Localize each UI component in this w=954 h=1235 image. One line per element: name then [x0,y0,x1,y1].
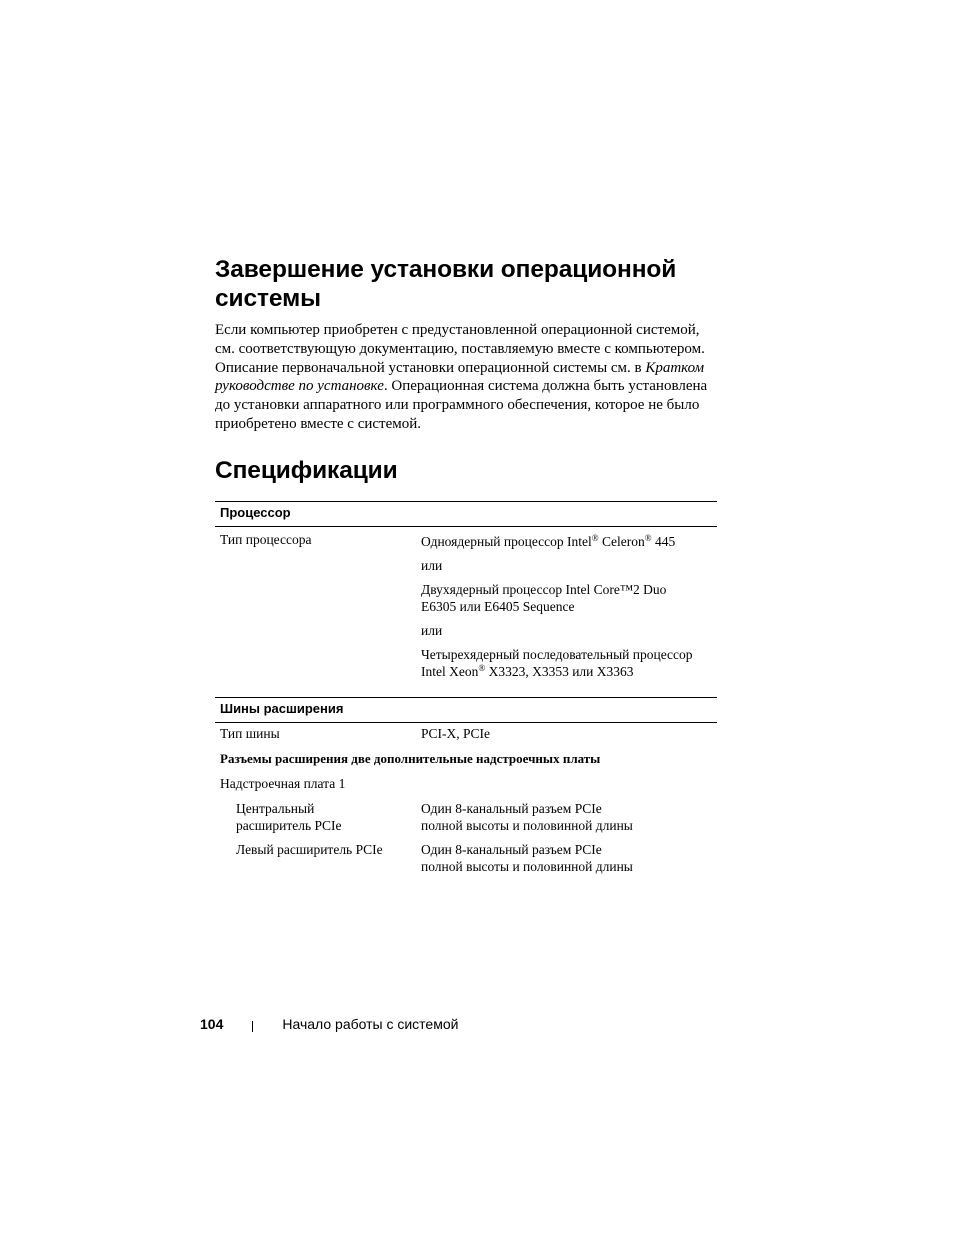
left-value-line-1: Один 8-канальный разъем PCIe [421,841,602,857]
opt3-text-b: X3323, X3353 или X3363 [485,663,634,679]
opt2-line-2: E6305 или E6405 Sequence [421,598,575,614]
bus-type-row [215,725,717,742]
bus-type-label: Тип шины [220,725,280,741]
registered-mark: ® [591,532,599,543]
footer-separator [252,1021,253,1032]
processor-type-values [421,531,717,680]
registered-mark: ® [478,662,486,673]
page-content [215,255,717,875]
spec-table [215,501,717,875]
intro-text-2: . Операционная система должна быть установлена до установки аппаратного или программного обеспечения, которое не было приобретено вместе с системой. [215,378,708,432]
processor-header: Процессор [215,501,717,527]
opt1-text-c: 445 [651,533,676,549]
central-label-line-2: расширитель PCIe [236,817,342,833]
central-riser-value [421,800,717,834]
processor-type-label: Тип процессора [220,531,312,547]
processor-type-row [215,531,717,680]
central-riser-label [215,800,421,834]
left-riser-label: Левый расширитель PCIe [236,841,383,857]
buses-header: Шины расширения [215,697,717,723]
intro-text-1: Если компьютер приобретен с предустановленной операционной системой, см. соответствующую документацию, поставляемую вместе с компьютером. Описание первоначальной установки операционной системы см. в [215,322,705,376]
registered-mark: ® [644,532,652,543]
left-riser-value [421,841,717,875]
or-separator-1: или [421,557,443,573]
opt3-line-1: Четырехядерный последовательный процессор [421,646,693,662]
opt2-line-1: Двухядерный процессор Intel Core™2 Duo [421,581,667,597]
central-value-line-2: полной высоты и половинной длины [421,817,633,833]
central-riser-row [215,800,717,834]
title-line-2: системы [215,285,321,312]
section-title-specs: Спецификации [215,456,398,484]
opt1-text-b: Celeron [598,533,645,549]
chapter-title: Начало работы с системой [282,1016,459,1032]
central-label-line-1: Центральный [236,800,315,816]
bus-type-value: PCI-X, PCIe [421,725,491,741]
intro-paragraph [215,321,717,434]
processor-option-2 [421,581,717,615]
expansion-slots-heading: Разъемы расширения две дополнительные надстроечных платы [220,750,601,766]
intro-italic-guide: Кратком руководстве по установке [215,359,705,395]
processor-option-3 [421,646,717,680]
section-title-os-install [215,255,717,313]
left-value-line-2: полной высоты и половинной длины [421,858,633,874]
page-footer [200,1016,458,1033]
title-line-1: Завершение установки операционной [215,256,677,283]
opt3-text-a: Intel Xeon [421,663,479,679]
riser-1-label: Надстроечная плата 1 [220,775,346,791]
page-number: 104 [200,1016,224,1032]
or-separator-2: или [421,622,443,638]
left-riser-row [215,841,717,875]
processor-option-1 [421,533,717,550]
central-value-line-1: Один 8-канальный разъем PCIe [421,800,602,816]
opt1-text-a: Одноядерный процессор Intel [421,533,592,549]
